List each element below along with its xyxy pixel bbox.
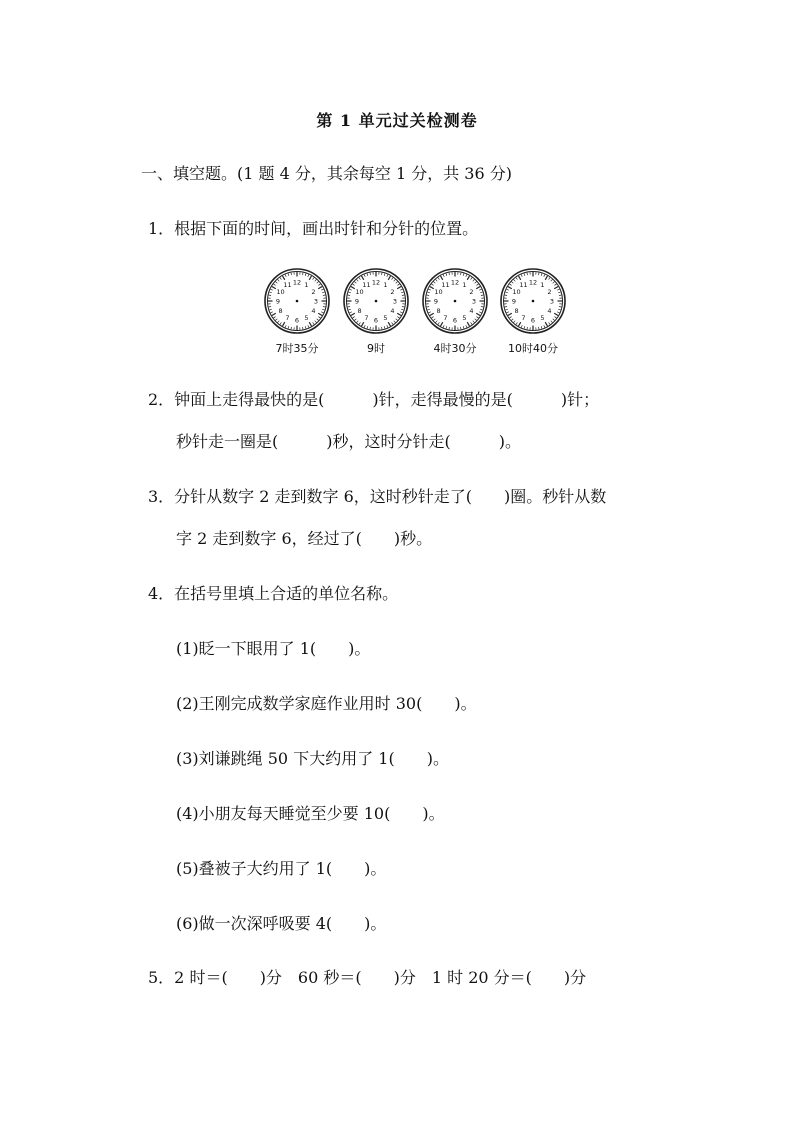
question-4: 4．在括号里填上合适的单位名称。 bbox=[148, 584, 399, 603]
section-heading: 一、填空题。(1 题 4 分，其余每空 1 分，共 36 分) bbox=[141, 164, 512, 183]
question-4-item-5: (5)叠被子大约用了 1( )。 bbox=[176, 859, 387, 878]
clock-number: 11 bbox=[362, 280, 371, 289]
clock-number: 6 bbox=[530, 316, 536, 325]
clock-number: 9 bbox=[275, 297, 281, 306]
page-title: 第 1 单元过关检测卷 bbox=[316, 111, 478, 130]
clock-number: 10 bbox=[512, 287, 521, 296]
question-5: 5．2 时＝( )分 60 秒＝( )分 1 时 20 分＝( )分 bbox=[148, 968, 587, 987]
clock-number: 1 bbox=[540, 280, 545, 289]
question-4-item-6: (6)做一次深呼吸要 4( )。 bbox=[176, 914, 387, 933]
clock-face-icon bbox=[264, 268, 330, 334]
clock-number: 12 bbox=[450, 278, 460, 287]
clock-number: 8 bbox=[357, 306, 362, 315]
clock-number: 6 bbox=[294, 316, 300, 325]
clock-number: 5 bbox=[540, 313, 545, 322]
clock-number: 6 bbox=[452, 316, 458, 325]
clock-label: 4时30分 bbox=[433, 342, 477, 355]
clock-number: 3 bbox=[471, 297, 477, 306]
clock-number: 8 bbox=[436, 306, 441, 315]
clock-number: 8 bbox=[278, 306, 283, 315]
clock-number: 11 bbox=[283, 280, 292, 289]
clock-number: 7 bbox=[443, 313, 448, 322]
clock-face-icon bbox=[422, 268, 488, 334]
clock-number: 5 bbox=[304, 313, 309, 322]
clock-number: 12 bbox=[528, 278, 538, 287]
clock-number: 2 bbox=[547, 287, 552, 296]
clock-face-icon bbox=[500, 268, 566, 334]
clock-number: 3 bbox=[549, 297, 555, 306]
clock-row bbox=[262, 268, 568, 364]
clock-center bbox=[532, 300, 535, 303]
clock-number: 1 bbox=[462, 280, 467, 289]
clock-number: 4 bbox=[469, 306, 474, 315]
clock-center bbox=[296, 300, 299, 303]
clock-label: 9时 bbox=[367, 342, 385, 355]
clock-number: 9 bbox=[354, 297, 360, 306]
clock-number: 11 bbox=[441, 280, 450, 289]
clock-center bbox=[375, 300, 378, 303]
question-2-line-2: 秒针走一圈是( )秒，这时分针走( )。 bbox=[176, 432, 521, 451]
clock-number: 7 bbox=[364, 313, 369, 322]
clock-number: 1 bbox=[304, 280, 309, 289]
question-3-line-2: 字 2 走到数字 6，经过了( )秒。 bbox=[176, 529, 433, 548]
clock-label: 10时40分 bbox=[508, 342, 558, 355]
question-4-item-4: (4)小朋友每天睡觉至少要 10( )。 bbox=[176, 804, 445, 823]
clock-3[interactable] bbox=[420, 268, 490, 355]
clock-number: 10 bbox=[355, 287, 364, 296]
clock-number: 4 bbox=[547, 306, 552, 315]
clock-face-icon bbox=[343, 268, 409, 334]
clock-number: 9 bbox=[511, 297, 517, 306]
question-1: 1．根据下面的时间，画出时针和分针的位置。 bbox=[148, 219, 479, 238]
clock-number: 5 bbox=[383, 313, 388, 322]
question-3-line-1: 3．分针从数字 2 走到数字 6，这时秒针走了( )圈。秒针从数 bbox=[148, 487, 607, 506]
clock-number: 2 bbox=[390, 287, 395, 296]
clock-number: 11 bbox=[519, 280, 528, 289]
clock-center bbox=[454, 300, 457, 303]
clock-number: 12 bbox=[371, 278, 381, 287]
clock-4[interactable] bbox=[498, 268, 568, 355]
question-4-item-2: (2)王刚完成数学家庭作业用时 30( )。 bbox=[176, 694, 477, 713]
question-4-item-1: (1)眨一下眼用了 1( )。 bbox=[176, 639, 371, 658]
question-4-item-3: (3)刘谦跳绳 50 下大约用了 1( )。 bbox=[176, 749, 449, 768]
clock-number: 9 bbox=[433, 297, 439, 306]
clock-number: 12 bbox=[292, 278, 302, 287]
clock-number: 8 bbox=[514, 306, 519, 315]
clock-label: 7时35分 bbox=[275, 342, 319, 355]
clock-number: 2 bbox=[311, 287, 316, 296]
clock-number: 7 bbox=[285, 313, 290, 322]
clock-number: 4 bbox=[311, 306, 316, 315]
clock-number: 3 bbox=[313, 297, 319, 306]
clock-number: 7 bbox=[521, 313, 526, 322]
question-2-line-1: 2．钟面上走得最快的是( )针，走得最慢的是( )针； bbox=[148, 390, 600, 409]
clock-2[interactable] bbox=[341, 268, 411, 355]
clock-number: 10 bbox=[434, 287, 443, 296]
clock-number: 5 bbox=[462, 313, 467, 322]
clock-number: 10 bbox=[276, 287, 285, 296]
clock-number: 2 bbox=[469, 287, 474, 296]
clock-1[interactable] bbox=[262, 268, 332, 355]
clock-number: 1 bbox=[383, 280, 388, 289]
clock-number: 3 bbox=[392, 297, 398, 306]
clock-number: 4 bbox=[390, 306, 395, 315]
clock-number: 6 bbox=[373, 316, 379, 325]
